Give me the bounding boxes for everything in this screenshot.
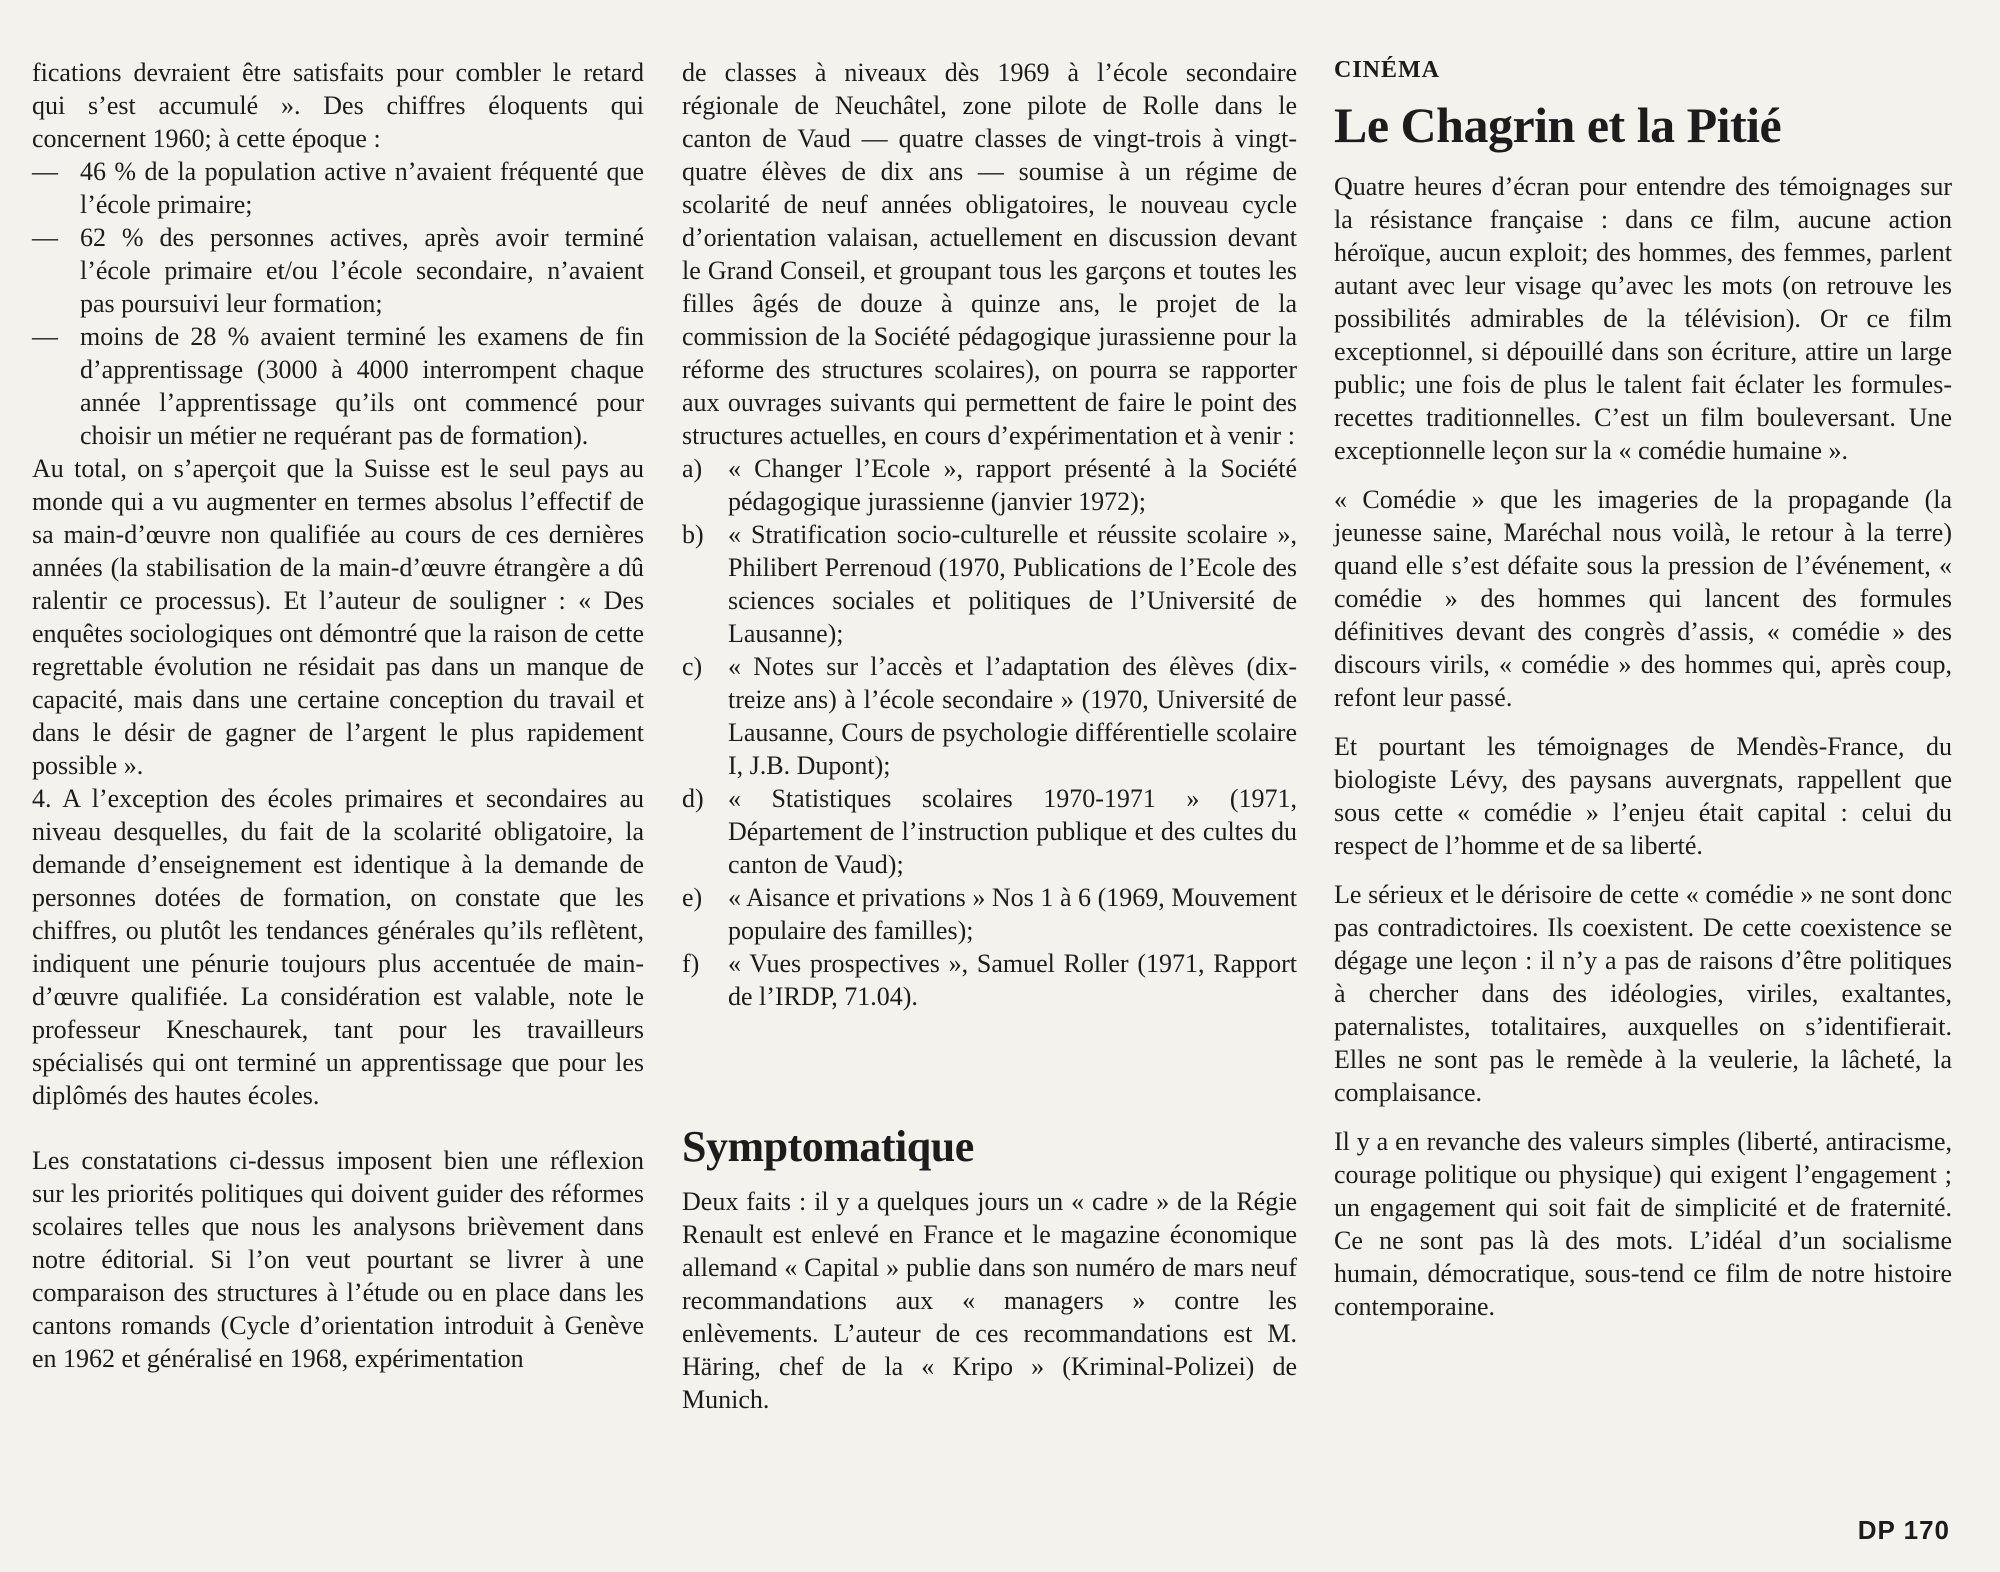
paragraph: Deux faits : il y a quelques jours un « cadre » de la Régie Renault est enlevé en France et le magazine économique allemand « Capital » publie dans son numéro de mars neuf recommandations aux « managers » contre les enlèvements. L’auteur de ces recommandations est M. Häring, chef de la « Kripo » (Kriminal-Polizei) de Munich.	[682, 1187, 1297, 1414]
list-item	[682, 782, 1297, 881]
paragraph: fications devraient être satisfaits pour combler le retard qui s’est accumulé ». Des chiffres éloquents qui concernent 1960; à cette époque :	[32, 58, 644, 153]
article-title: Le Chagrin et la Pitié	[1334, 97, 1782, 153]
section-title: Symptomatique	[682, 1122, 974, 1171]
list-item-text: « Notes sur l’accès et l’adaptation des élèves (dix-treize ans) à l’école secondaire » (1970, Université de Lausanne, Cours de psychologie différentielle scolaire I, J.B. Dupont);	[728, 652, 1297, 780]
list-marker: e)	[682, 883, 703, 912]
list-item-text: « Aisance et privations » Nos 1 à 6 (1969, Mouvement populaire des familles);	[728, 883, 1297, 945]
list-marker: f)	[682, 949, 700, 978]
list-marker: d)	[682, 784, 704, 813]
list-item: — 46 % de la population active n’avaient fréquenté que l’école primaire;	[32, 157, 644, 219]
paragraph: Les constatations ci-dessus imposent bien une réflexion sur les priorités politiques qui doivent guider des réformes scolaires telles que nous les analysons brièvement dans notre éditorial. Si l’on veut pourtant se livrer à une comparaison des structures à l’étude ou en place dans les cantons romands (Cycle d’orientation introduit à Genève en 1962 et généralisé en 1968, expérimentation	[32, 1146, 644, 1373]
section-kicker: CINÉMA	[1334, 57, 1440, 83]
paragraph: de classes à niveaux dès 1969 à l’école secondaire régionale de Neuchâtel, zone pilote de Rolle dans le canton de Vaud — quatre classes de vingt-trois à vingt-quatre élèves de dix ans — soumise à un régime de scolarité de neuf années obligatoires, le nouveau cycle d’orientation valaisan, actuellement en discussion devant le Grand Conseil, et groupant tous les garçons et toutes les filles âgés de douze à quinze ans, le projet de la commission de la Société pédagogique jurassienne pour la réforme des structures scolaires), on pourra se rapporter aux ouvrages suivants qui permettent de faire le point des structures actuelles, en cours d’expérimentation et à venir :	[682, 58, 1297, 450]
list-item-text: « Vues prospectives », Samuel Roller (1971, Rapport de l’IRDP, 71.04).	[728, 949, 1297, 1011]
list-item-text: moins de 28 % avaient terminé les examens de fin d’apprentissage (3000 à 4000 interrompent chaque année l’apprentissage qu’ils ont commencé pour choisir un métier ne requérant pas de formation).	[80, 322, 644, 450]
list-item: — moins de 28 % avaient terminé les examens de fin d’apprentissage (3000 à 4000 interrompent chaque année l’apprentissage qu’ils ont commencé pour choisir un métier ne requérant pas de formation).	[32, 322, 644, 450]
list-item-text: « Statistiques scolaires 1970-1971 » (1971, Département de l’instruction publique et des cultes du canton de Vaud);	[728, 784, 1297, 879]
list-marker: a)	[682, 454, 703, 483]
list-item-text: « Stratification socio-culturelle et réussite scolaire », Philibert Perrenoud (1970, Publications de l’Ecole des sciences sociales et politiques de l’Université de Lausanne);	[728, 520, 1297, 648]
list-marker: c)	[682, 652, 703, 681]
list-item-text: 46 % de la population active n’avaient fréquenté que l’école primaire;	[80, 157, 644, 219]
column-left	[32, 56, 644, 1391]
paragraph: Il y a en revanche des valeurs simples (liberté, antiracisme, courage politique ou physique) qui exigent l’engagement ; un engagement qui soit fait de simplicité et de fraternité. Ce ne sont pas là des mots. L’idéal d’un socialisme humain, démocratique, sous-tend ce film de notre histoire contemporaine.	[1334, 1127, 1952, 1321]
list-item	[682, 518, 1297, 650]
page-folio: DP 170	[1857, 1515, 1950, 1545]
list-marker: b)	[682, 520, 704, 549]
column-middle	[682, 56, 1297, 1432]
article-symptomatique	[682, 1121, 1297, 1416]
list-item: — 62 % des personnes actives, après avoir terminé l’école primaire et/ou l’école secondaire, n’avaient pas poursuivi leur formation;	[32, 223, 644, 318]
paragraph: 4. A l’exception des écoles primaires et secondaires au niveau desquelles, du fait de la scolarité obligatoire, la demande d’enseignement est identique à la demande de personnes dotées de formation, on constate que les chiffres, ou plutôt les tendances générales qu’ils reflètent, indiquent une pénurie toujours plus accentuée de main-d’œuvre qualifiée. La considération est valable, note le professeur Kneschaurek, tant pour les travailleurs spécialisés qui ont terminé un apprentissage que pour les diplômés des hautes écoles.	[32, 784, 644, 1110]
column-right	[1334, 56, 1952, 1339]
dash-list	[32, 155, 644, 452]
list-item	[682, 452, 1297, 518]
list-item-text: « Changer l’Ecole », rapport présenté à la Société pédagogique jurassienne (janvier 1972);	[728, 454, 1297, 516]
paragraph: « Comédie » que les imageries de la propagande (la jeunesse saine, Maréchal nous voilà, le retour à la terre) quand elle s’est défaite sous la pression de l’événement, « comédie » des hommes qui lancent des formules définitives devant des congrès d’assis, « comédie » des discours virils, « comédie » des hommes qui, après coup, refont leur passé.	[1334, 485, 1952, 712]
list-item	[682, 881, 1297, 947]
list-item	[682, 947, 1297, 1013]
paragraph: Le sérieux et le dérisoire de cette « comédie » ne sont donc pas contradictoires. Ils coexistent. De cette coexistence se dégage une leçon : il n’y a pas de raisons d’être politiques à chercher dans des idéologies, viriles, exaltantes, paternalistes, totalitaires, auxquelles on s’identifierait. Elles ne sont pas le remède à la veulerie, la lâcheté, la complaisance.	[1334, 880, 1952, 1107]
list-item-text: 62 % des personnes actives, après avoir terminé l’école primaire et/ou l’école secondaire, n’avaient pas poursuivi leur formation;	[80, 223, 644, 318]
paragraph: Et pourtant les témoignages de Mendès-France, du biologiste Lévy, des paysans auvergnats, rappellent que sous cette « comédie » l’enjeu était capital : celui du respect de l’homme et de sa liberté.	[1334, 732, 1952, 860]
list-item	[682, 650, 1297, 782]
paragraph: Quatre heures d’écran pour entendre des témoignages sur la résistance française : dans ce film, aucune action héroïque, aucun exploit; des hommes, des femmes, parlent autant avec leur visage qu’avec les mots (on retrouve les possibilités admirables de la télévision). Or ce film exceptionnel, si dépouillé dans son écriture, attire un large public; une fois de plus le talent fait éclater les formules-recettes traditionnelles. C’est un film bouleversant. Une exceptionnelle leçon sur la « comédie humaine ».	[1334, 172, 1952, 465]
paragraph: Au total, on s’aperçoit que la Suisse est le seul pays au monde qui a vu augmenter en termes absolus l’effectif de sa main-d’œuvre non qualifiée au cours de ces dernières années (la stabilisation de la main-d’œuvre étrangère a dû ralentir ce processus). Et l’auteur de souligner : « Des enquêtes sociologiques ont démontré que la raison de cette regrettable évolution ne résidait pas dans un manque de capacité, mais dans une certaine conception du travail et dans le désir de gagner de l’argent le plus rapidement possible ».	[32, 454, 644, 780]
reference-list	[682, 452, 1297, 1013]
